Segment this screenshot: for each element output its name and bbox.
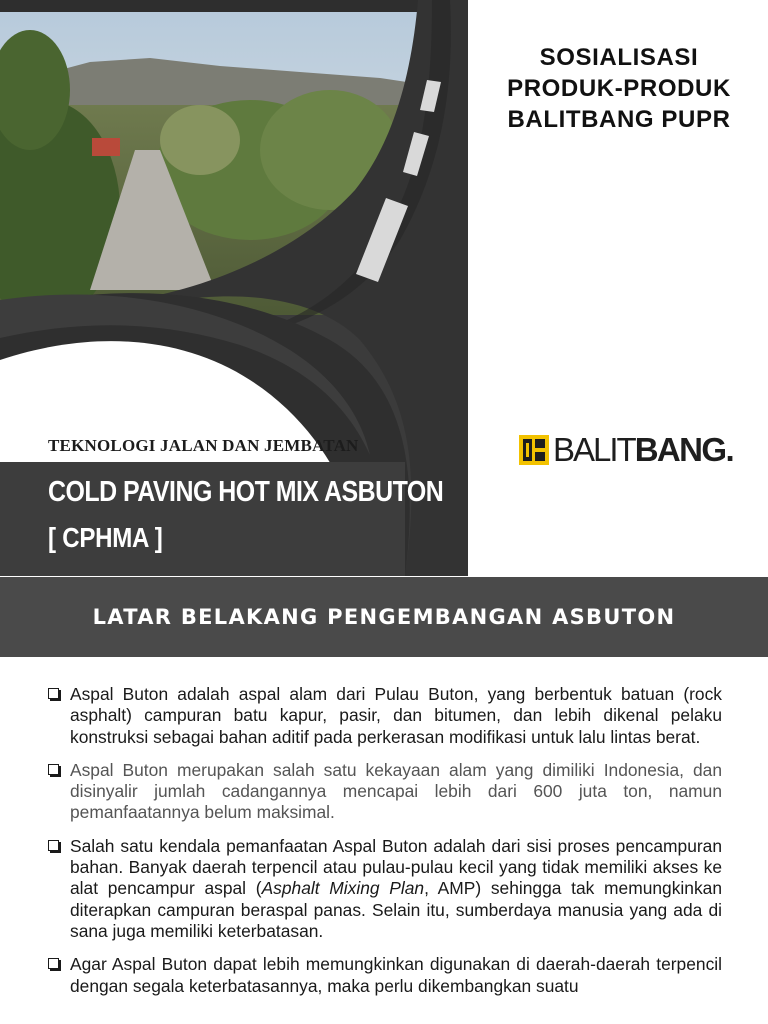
page-heading	[478, 42, 760, 135]
checkbox-bullet-icon	[48, 840, 59, 851]
cover-subtitle: TEKNOLOGI JALAN DAN JEMBATAN	[48, 436, 359, 455]
logo-text-regular: BALIT	[553, 431, 635, 468]
pupr-logo-icon	[519, 435, 549, 465]
logo-text	[553, 430, 733, 470]
balitbang-logo	[519, 430, 733, 470]
bullet-item	[46, 684, 722, 748]
bullet-item	[46, 954, 722, 997]
heading-line-3: BALITBANG PUPR	[507, 106, 731, 133]
bullet-list	[46, 684, 722, 1009]
checkbox-bullet-icon	[48, 958, 59, 969]
checkbox-bullet-icon	[48, 764, 59, 775]
bullet-text: Salah satu kendala pemanfaatan Aspal Buton adalah dari sisi proses pencampuran bahan. Banyak daerah terpencil atau pulau-pulau kecil yang tidak memiliki akses ke alat pencampur aspal (	[70, 835, 722, 899]
cover-abbreviation: [ CPHMA ]	[48, 522, 163, 553]
section-banner	[0, 577, 768, 657]
logo-text-bold: BANG.	[634, 431, 734, 468]
heading-line-2: PRODUK-PRODUK	[507, 75, 731, 102]
cover-image	[0, 0, 468, 576]
checkbox-bullet-icon	[48, 688, 59, 699]
bullet-text: Agar Aspal Buton dapat lebih memungkinkan digunakan di daerah-daerah terpencil dengan segala keterbatasannya, maka perlu dikembangkan suatu	[70, 954, 722, 996]
bullet-text: Aspal Buton adalah aspal alam dari Pulau Buton, yang berbentuk batuan (rock asphalt) campuran batu kapur, pasir, dan bitumen, dan lebih dikenal pelaku konstruksi sebagai bahan aditif pada perkerasan modifikasi untuk lalu lintas berat.	[70, 684, 722, 747]
heading-line-1: SOSIALISASI	[539, 44, 699, 71]
cover-title: COLD PAVING HOT MIX ASBUTON	[48, 476, 444, 508]
bullet-text-emphasis: Asphalt Mixing Plan	[261, 878, 425, 899]
bullet-text-continued: , AMP) sehingga tak memungkinkan diterapkan campuran beraspal panas. Selain itu, sumberdaya manusia yang ada di sana juga memiliki keterbatasan.	[70, 878, 722, 941]
bullet-item	[46, 836, 722, 942]
section-title: LATAR BELAKANG PENGEMBANGAN ASBUTON	[92, 605, 676, 629]
bullet-text: Aspal Buton merupakan salah satu kekayaan alam yang dimiliki Indonesia, dan disinyalir jumlah cadangannya mencapai lebih dari 600 juta ton, namun pemanfaatannya belum maksimal.	[70, 759, 722, 823]
bullet-item	[46, 760, 722, 824]
